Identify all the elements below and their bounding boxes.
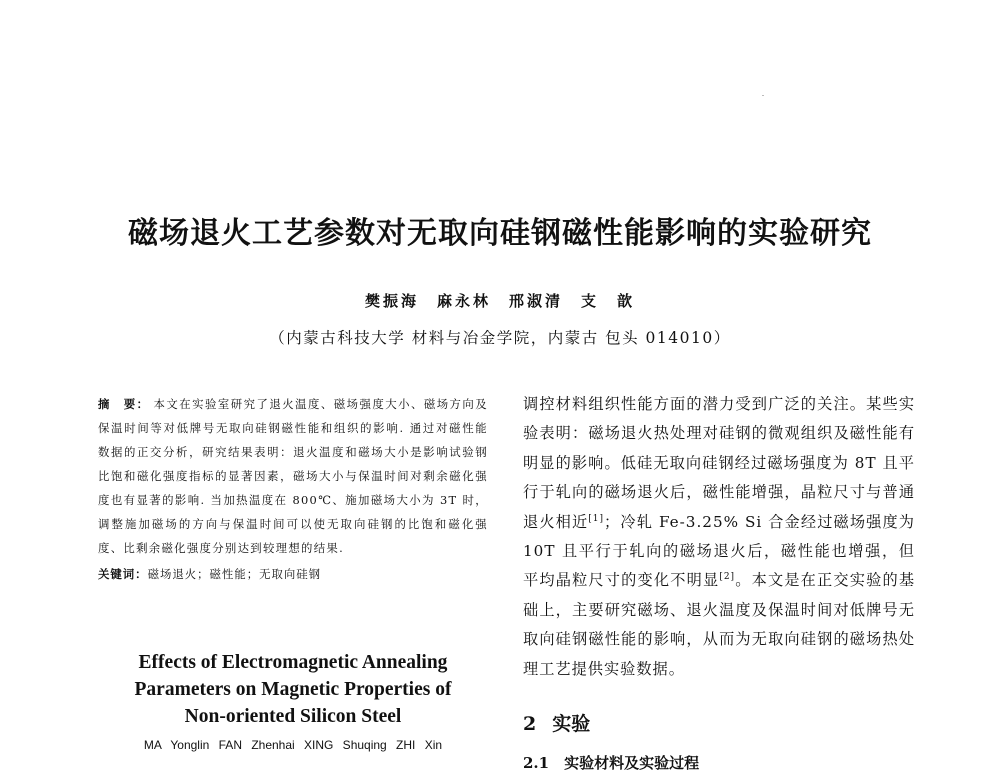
scan-speck bbox=[762, 95, 764, 96]
body-text: 。本文是在正交实验的基础上，主要研究磁场、退火温度及保温时间对低牌号无取向硅钢磁性能的影响，从而为无取向硅钢的磁场热处理工艺提供实验数据。 bbox=[523, 571, 916, 678]
section-heading bbox=[523, 709, 590, 736]
body-text: ；冷轧 Fe-3.25% Si 合金经过磁场强度为 10T 且平行于轧向的磁场退火后，磁性能也增强，但平均晶粒尺寸的变化不明显 bbox=[523, 512, 915, 590]
abstract-label: 摘 要： bbox=[98, 397, 150, 411]
citation-ref-2: [2] bbox=[719, 572, 736, 583]
subsection-heading bbox=[523, 752, 699, 773]
abstract-text: 本文在实验室研究了退火温度、磁场强度大小、磁场方向及保温时间等对低牌号无取向硅钢磁性能和组织的影响. 通过对磁性能数据的正交分析，研究结果表明：退火温度和磁场大小是影响试验钢比饱和磁化强度指标的显著因素，磁场大小与保温时间对剩余磁化强度也有显著的影响. 当加热温度在 800℃、施加磁场大小为 3T 时，调整施加磁场的方向与保温时间可以使无取向硅钢的比饱和磁化强度、比剩余磁化强度分别达到较理想的结果. bbox=[98, 397, 488, 555]
abstract-column bbox=[98, 392, 488, 586]
english-title-line: Effects of Electromagnetic Annealing bbox=[138, 652, 448, 673]
section-number: 2 bbox=[523, 713, 537, 735]
subsection-title: 实验材料及实验过程 bbox=[564, 754, 700, 772]
english-title-line: Parameters on Magnetic Properties of bbox=[134, 679, 452, 700]
abstract bbox=[98, 392, 488, 560]
subsection-number: 2.1 bbox=[523, 754, 550, 772]
citation-ref-1: [1] bbox=[588, 513, 605, 524]
english-authors: MA Yonglin FAN Zhenhai XING Shuqing ZHI Xin bbox=[143, 738, 443, 752]
keywords-label: 关键词： bbox=[98, 567, 148, 581]
keywords-text: 磁场退火；磁性能；无取向硅钢 bbox=[147, 567, 322, 581]
paper-title: 磁场退火工艺参数对无取向硅钢磁性能影响的实验研究 bbox=[128, 216, 872, 251]
body-text: 调控材料组织性能方面的潜力受到广泛的关注。某些实验表明：磁场退火热处理对硅钢的微观组织及磁性能有明显的影响。低硅无取向硅钢经过磁场强度为 8T 且平行于轧向的磁场退火后，磁性能增强，晶粒尺寸与普通退火相近 bbox=[523, 395, 915, 531]
keywords bbox=[98, 562, 488, 586]
body-column bbox=[523, 390, 915, 684]
english-title-line: Non-oriented Silicon Steel bbox=[184, 706, 402, 727]
english-title bbox=[98, 649, 488, 730]
section-title: 实验 bbox=[552, 713, 591, 735]
author-list: 樊振海 麻永林 邢淑清 支 歆 bbox=[364, 292, 635, 310]
affiliation: （内蒙古科技大学 材料与冶金学院，内蒙古 包头 014010） bbox=[269, 329, 731, 347]
body-paragraph bbox=[523, 390, 915, 684]
